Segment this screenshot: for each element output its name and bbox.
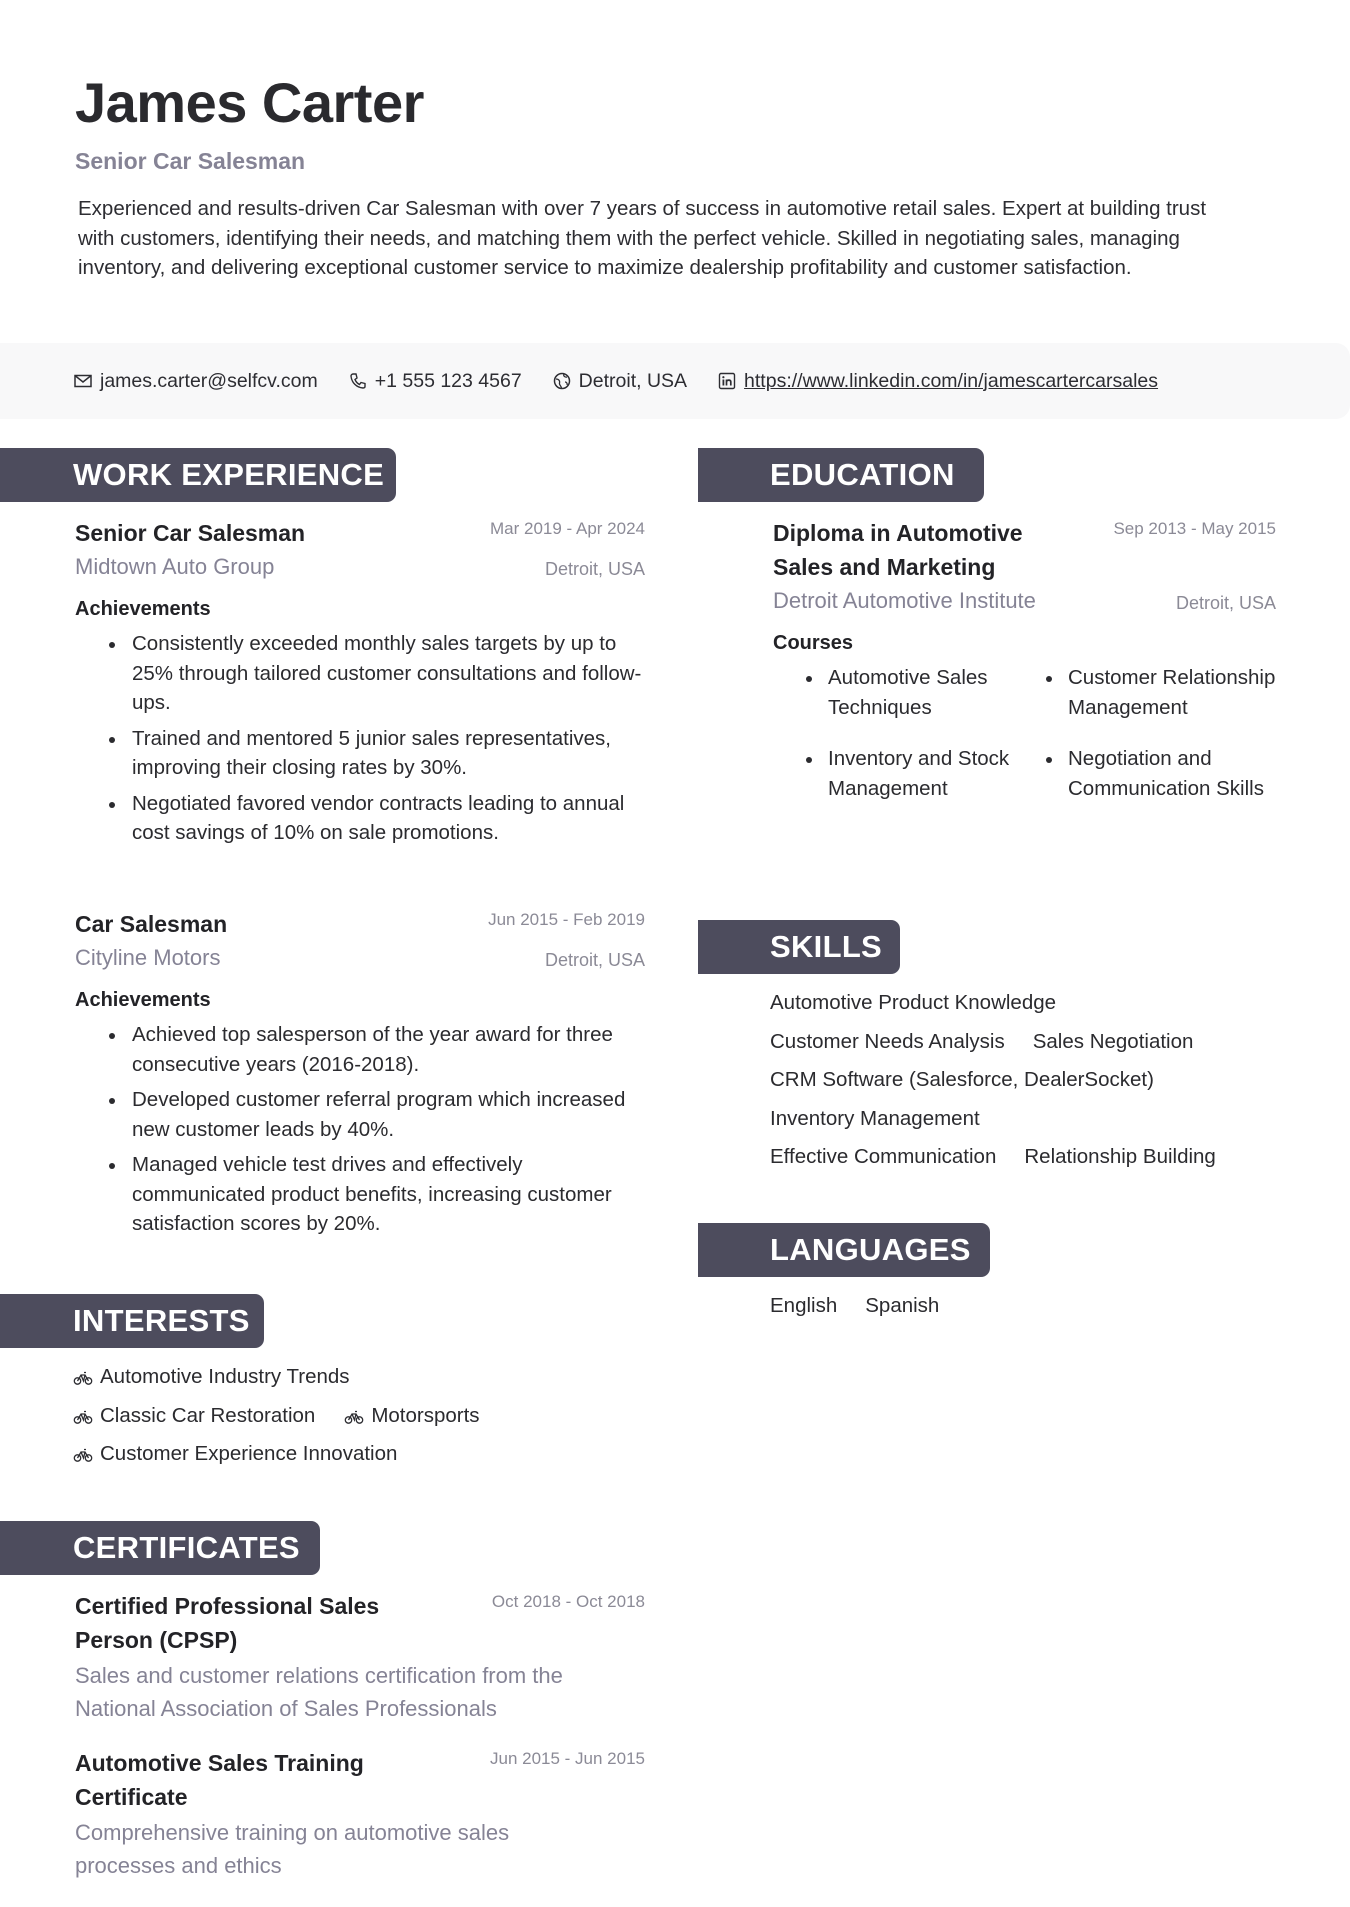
achievements-label: Achievements [75,989,211,1011]
languages-list [770,1287,1290,1326]
work-entry-2 [75,907,645,1245]
skill-item: Sales Negotiation [1032,1029,1194,1053]
list-item: Achieved top salesperson of the year award for three consecutive years (2016-2018). [109,1020,645,1079]
skill-item: Customer Needs Analysis [770,1029,1005,1053]
company-name: Midtown Auto Group [75,554,275,579]
interest-label: Automotive Industry Trends [100,1365,350,1388]
resume-header [75,70,1235,283]
contact-email[interactable] [73,370,318,393]
list-item: Negotiation and Communication Skills [1046,744,1286,803]
list-item: Negotiated favored vendor contracts leading to annual cost savings of 10% on sale promotions. [109,789,645,848]
certificate-title: Certified Professional Sales Person (CPSP) [75,1593,380,1653]
list-item: Consistently exceeded monthly sales targets by up to 25% through tailored customer consultations and follow-ups. [109,629,645,718]
interest-label: Classic Car Restoration [100,1403,316,1427]
location-text: Detroit, USA [578,369,688,392]
school-name: Detroit Automotive Institute [773,588,1036,613]
certificate-2 [75,1746,645,1882]
bicycle-icon [344,1406,364,1426]
profile-summary: Experienced and results-driven Car Salesman with over 7 years of success in automotive retail sales. Expert at building trust with customers, identifying their needs, and matching them with the perfect vehicle. Skilled in negotiating sales, managing inventory, and delivering exceptional customer service to maximize dealership profitability and customer satisfaction. [78,197,1207,279]
job-location: Detroit, USA [544,559,645,579]
certificate-dates: Oct 2018 - Oct 2018 [491,1592,645,1611]
degree-title: Diploma in Automotive Sales and Marketing [773,520,1023,580]
job-location: Detroit, USA [544,950,645,970]
phone-text[interactable]: +1 555 123 4567 [374,369,522,392]
linkedin-icon [717,371,737,391]
certificate-description: Comprehensive training on automotive sales processes and ethics [75,1820,510,1878]
education-location: Detroit, USA [1175,593,1276,613]
interest-label: Customer Experience Innovation [100,1442,398,1465]
certificates-heading: CERTIFICATES [0,1521,320,1575]
bicycle-icon [73,1406,93,1426]
skill-item: Effective Communication [770,1145,997,1168]
skills-heading: SKILLS [698,920,900,974]
work-experience-heading: WORK EXPERIENCE [0,448,396,502]
languages-heading: LANGUAGES [698,1223,990,1277]
skill-item: Relationship Building [1024,1145,1216,1168]
list-item: Customer Relationship Management [1046,663,1286,722]
courses-label: Courses [773,632,854,654]
certificate-description: Sales and customer relations certification from the National Association of Sales Professionals [75,1663,563,1721]
bicycle-icon [73,1367,93,1387]
interests-list [73,1358,653,1474]
interest-label: Motorsports [371,1403,480,1427]
interest-item [73,1435,397,1474]
language-item: Spanish [865,1294,940,1317]
achievements-list [109,629,645,848]
certificate-dates: Jun 2015 - Jun 2015 [489,1749,645,1768]
company-name: Cityline Motors [75,945,221,970]
job-title: Senior Car Salesman [75,520,306,546]
certificate-title: Automotive Sales Training Certificate [75,1750,364,1810]
phone-icon [348,371,368,391]
skill-item: Inventory Management [770,1106,980,1130]
contact-phone[interactable] [348,370,522,393]
work-entry-1 [75,516,645,854]
interest-item [344,1397,479,1436]
envelope-icon [73,371,93,391]
certificate-1 [75,1589,645,1725]
education-entry [773,516,1276,803]
list-item: Managed vehicle test drives and effectively communicated product benefits, increasing customer satisfaction scores by 20%. [109,1150,645,1239]
candidate-role: Senior Car Salesman [75,148,306,174]
job-title: Car Salesman [75,911,228,937]
achievements-label: Achievements [75,598,211,620]
courses-list [806,663,1276,803]
contact-bar [0,343,1350,419]
skill-item: CRM Software (Salesforce, DealerSocket) [770,1068,1154,1091]
email-text[interactable]: james.carter@selfcv.com [100,369,318,392]
education-dates: Sep 2013 - May 2015 [1113,519,1276,538]
language-item: English [770,1294,838,1317]
interests-heading: INTERESTS [0,1294,264,1348]
list-item: Inventory and Stock Management [806,744,1046,803]
contact-location [552,370,687,393]
list-item: Trained and mentored 5 junior sales representatives, improving their closing rates by 30%. [109,724,645,783]
linkedin-link[interactable]: https://www.linkedin.com/in/jamescartercarsales [744,369,1159,392]
candidate-name: James Carter [75,71,424,134]
interest-item [73,1358,350,1397]
globe-icon [552,371,572,391]
contact-linkedin[interactable] [717,370,1158,393]
education-heading: EDUCATION [698,448,984,502]
achievements-list [109,1020,645,1239]
bicycle-icon [73,1444,93,1464]
skill-item: Automotive Product Knowledge [770,991,1057,1014]
interest-item [73,1397,315,1436]
list-item: Developed customer referral program which increased new customer leads by 40%. [109,1085,645,1144]
list-item: Automotive Sales Techniques [806,663,1046,722]
job-dates: Jun 2015 - Feb 2019 [488,910,645,929]
skills-list [770,984,1290,1177]
job-dates: Mar 2019 - Apr 2024 [490,519,645,538]
